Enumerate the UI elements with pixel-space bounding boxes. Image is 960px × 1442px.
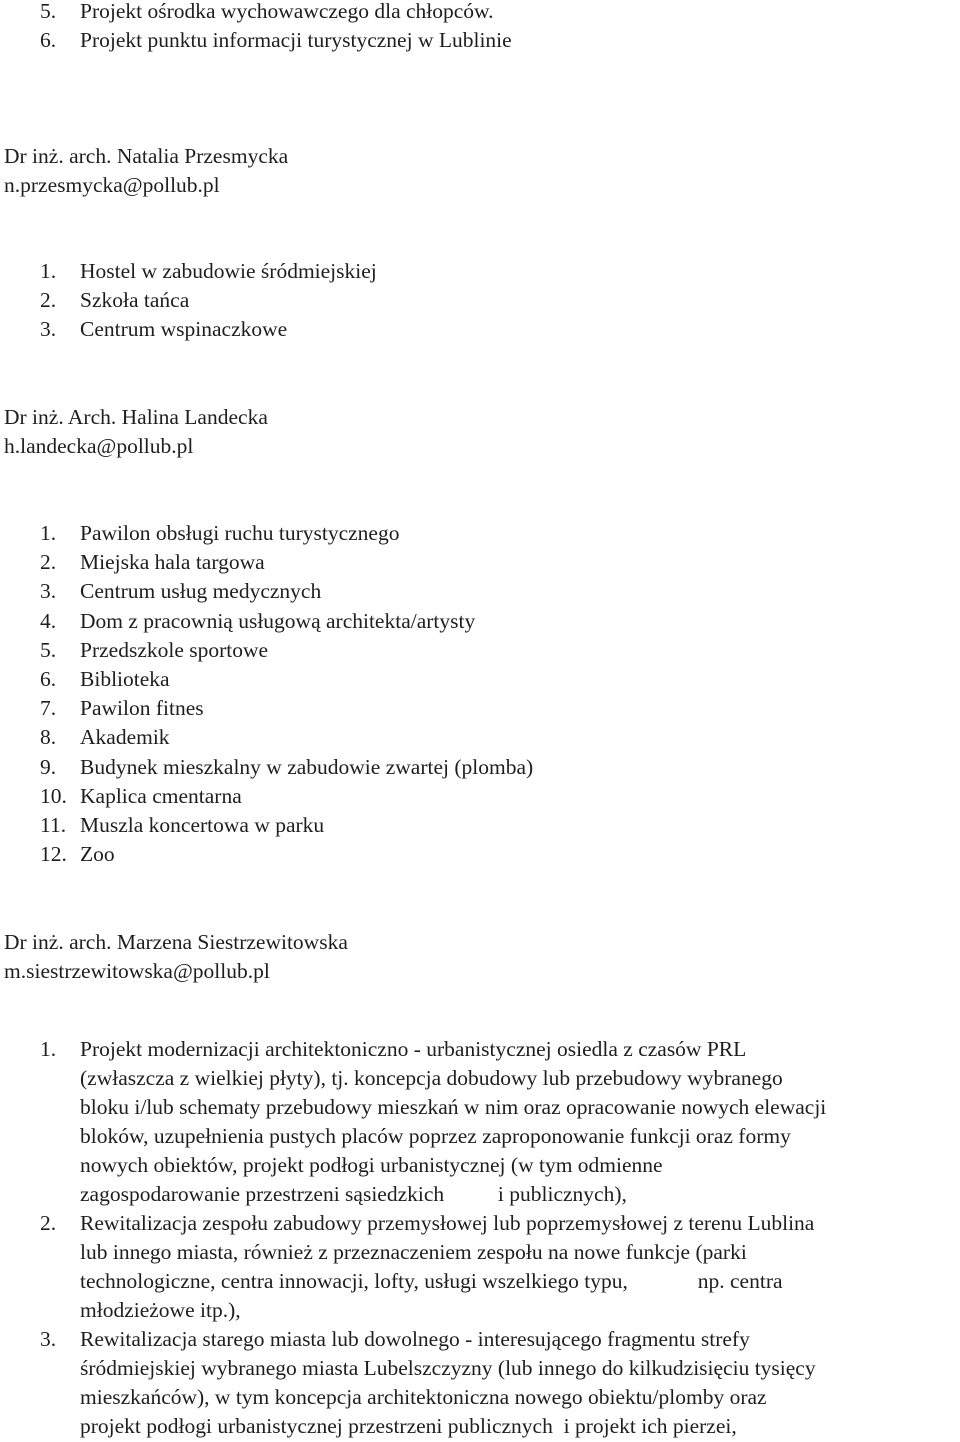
topic-list (0, 519, 533, 869)
text-line: Projekt modernizacji architektoniczno - urbanistycznej osiedla z czasów PRL (80, 1037, 747, 1061)
list-item-label: Zoo (80, 842, 115, 867)
list-number: 2. (40, 288, 57, 313)
topic-list (0, 1035, 960, 1441)
list-item-label: Szkoła tańca (80, 288, 190, 313)
list-item (0, 694, 533, 723)
list-number: 6. (40, 667, 57, 692)
list-number: 12. (40, 842, 67, 867)
topic-list (0, 257, 377, 345)
list-item (0, 1209, 960, 1325)
list-number: 11. (40, 813, 67, 838)
list-item-label: Miejska hala targowa (80, 550, 265, 575)
text-line: Rewitalizacja starego miasta lub dowolnego - interesującego fragmentu strefy (80, 1327, 750, 1351)
list-item-label: Budynek mieszkalny w zabudowie zwartej (plomba) (80, 754, 534, 779)
list-item-label: Hostel w zabudowie śródmiejskiej (80, 259, 377, 283)
list-item (0, 723, 533, 752)
text-line: śródmiejskiej wybranego miasta Lubelszczyzny (lub innego do kilkudzisięciu tysięcy (80, 1356, 816, 1380)
list-item-label: Pawilon obsługi ruchu turystycznego (80, 521, 400, 545)
list-item-label: Kaplica cmentarna (80, 783, 242, 808)
list-item (0, 0, 512, 26)
list-item (0, 1035, 960, 1209)
list-number: 7. (40, 696, 57, 721)
supervisor-name: Dr inż. arch. Marzena Siestrzewitowska (4, 930, 348, 954)
supervisor-email[interactable]: n.przesmycka@pollub.pl (4, 173, 220, 197)
list-item (0, 577, 533, 606)
list-item (0, 286, 377, 315)
list-item-label: Muszla koncertowa w parku (80, 813, 325, 838)
list-number: 3. (40, 579, 57, 604)
text-line: bloku i/lub schematy przebudowy mieszkań w nim oraz opracowanie nowych elewacji (80, 1095, 827, 1119)
list-item-label: Biblioteka (80, 667, 170, 692)
text-line: bloków, uzupełnienia pustych placów poprzez zaproponowanie funkcji oraz formy (80, 1124, 791, 1148)
list-item-label: Projekt punktu informacji turystycznej w Lublinie (80, 28, 512, 53)
list-item-text (80, 1209, 960, 1325)
list-item (0, 840, 533, 869)
list-item (0, 315, 377, 344)
supervisor-contact (4, 403, 268, 461)
list-number: 10. (40, 783, 67, 808)
list-item (0, 519, 533, 548)
list-item (0, 607, 533, 636)
list-number: 5. (40, 0, 57, 23)
list-number: 1. (40, 521, 57, 545)
list-item-label: Pawilon fitnes (80, 696, 204, 721)
list-number: 1. (40, 259, 57, 283)
list-number: 4. (40, 608, 57, 633)
supervisor-contact (4, 142, 288, 200)
text-line: technologiczne, centra innowacji, lofty, usługi wszelkiego typu, np. centra (80, 1269, 783, 1293)
list-number: 1. (40, 1037, 57, 1061)
list-item-text (80, 1325, 960, 1441)
list-item-label: Dom z pracownią usługową architekta/artysty (80, 608, 476, 633)
list-number: 2. (40, 550, 57, 575)
supervisor-name: Dr inż. Arch. Halina Landecka (4, 405, 268, 429)
list-item-label: Centrum wspinaczkowe (80, 317, 288, 342)
text-line: projekt podłogi urbanistycznej przestrzeni publicznych i projekt ich pierzei, (80, 1414, 737, 1438)
supervisor-email[interactable]: m.siestrzewitowska@pollub.pl (4, 959, 270, 983)
list-number: 6. (40, 28, 57, 53)
supervisor-name: Dr inż. arch. Natalia Przesmycka (4, 144, 289, 168)
supervisor-contact (4, 928, 348, 986)
list-item (0, 257, 377, 286)
text-line: nowych obiektów, projekt podłogi urbanistycznej (w tym odmienne (80, 1153, 663, 1177)
supervisor-email[interactable]: h.landecka@pollub.pl (4, 434, 194, 458)
text-line: młodzieżowe itp.), (80, 1298, 241, 1322)
text-line: Rewitalizacja zespołu zabudowy przemysłowej lub poprzemysłowej z terenu Lublina (80, 1211, 815, 1235)
list-item-label: Projekt ośrodka wychowawczego dla chłopców. (80, 0, 494, 23)
list-item (0, 636, 533, 665)
text-line: lub innego miasta, również z przeznaczeniem zespołu na nowe funkcje (parki (80, 1240, 747, 1264)
list-item (0, 26, 512, 55)
list-number: 2. (40, 1211, 57, 1235)
list-number: 9. (40, 754, 57, 779)
list-item-label: Akademik (80, 725, 170, 750)
list-item (0, 665, 533, 694)
list-item-label: Przedszkole sportowe (80, 637, 269, 662)
list-number: 3. (40, 1327, 57, 1351)
text-line: (zwłaszcza z wielkiej płyty), tj. koncepcja dobudowy lub przebudowy wybranego (80, 1066, 783, 1090)
text-line: mieszkańców), w tym koncepcja architektoniczna nowego obiektu/plomby oraz (80, 1385, 767, 1409)
list-number: 5. (40, 637, 57, 662)
list-item (0, 782, 533, 811)
topic-list-continued (0, 0, 512, 55)
list-item-text (80, 1035, 960, 1209)
list-number: 3. (40, 317, 57, 342)
list-item-label: Centrum usług medycznych (80, 579, 322, 604)
list-item (0, 1325, 960, 1441)
text-line: zagospodarowanie przestrzeni sąsiedzkich i publicznych), (80, 1182, 627, 1206)
list-item (0, 811, 533, 840)
list-item (0, 548, 533, 577)
list-item (0, 753, 533, 782)
list-number: 8. (40, 725, 57, 750)
